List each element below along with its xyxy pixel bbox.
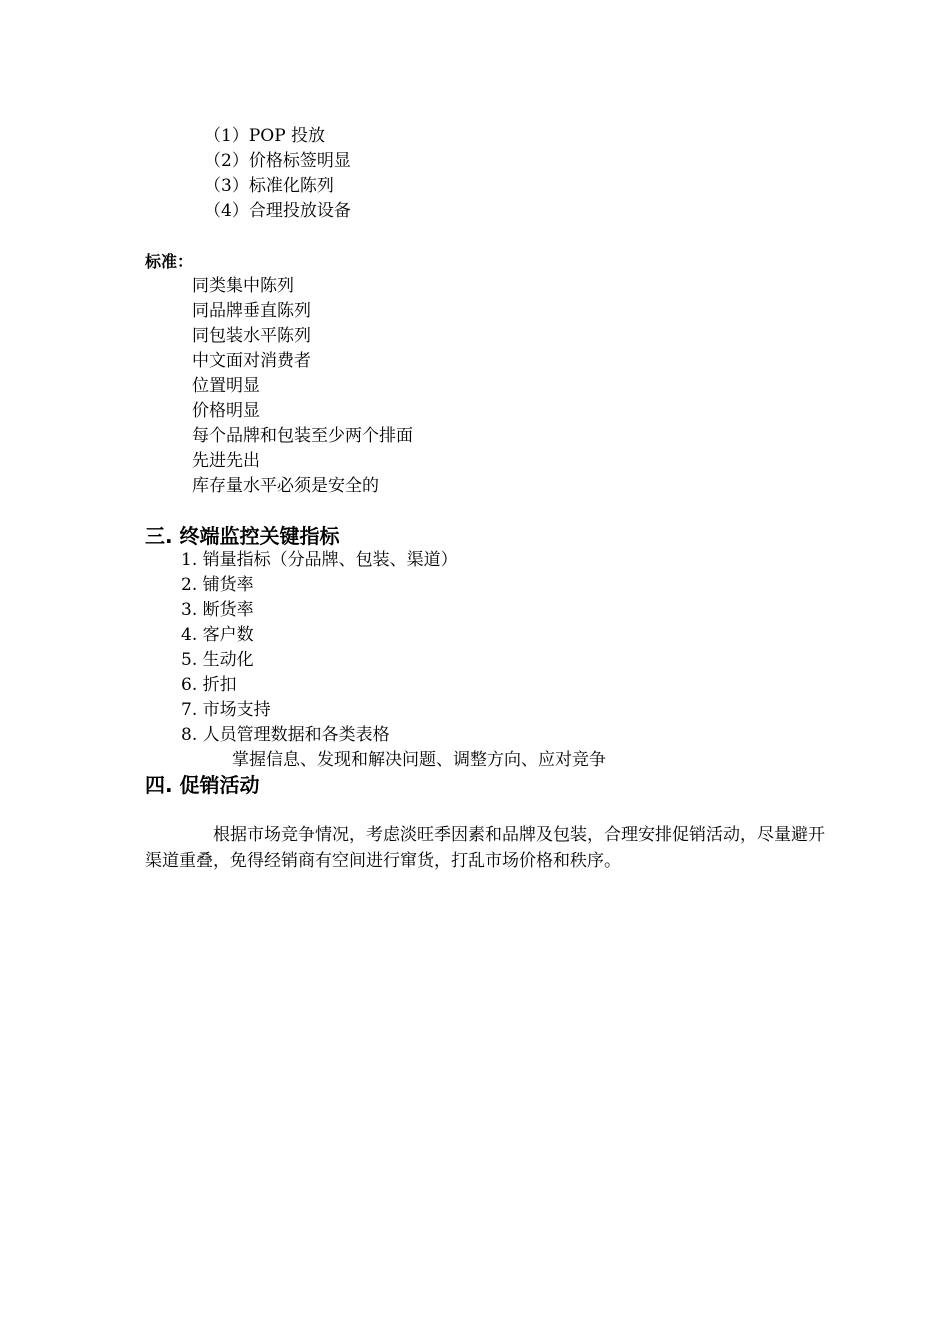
standards-item-4: 中文面对消费者 (192, 351, 311, 371)
section3-item-4: 4. 客户数 (181, 625, 254, 645)
section3-item-8: 8. 人员管理数据和各类表格 (181, 725, 390, 745)
standards-item-2: 同品牌垂直陈列 (192, 301, 311, 321)
top-list-item-2: （2）价格标签明显 (204, 151, 351, 171)
standards-item-5: 位置明显 (192, 376, 260, 396)
section3-item-2: 2. 铺货率 (181, 575, 254, 595)
section3-item-5: 5. 生动化 (181, 650, 254, 670)
standards-item-8: 先进先出 (192, 451, 260, 471)
standards-item-9: 库存量水平必须是安全的 (192, 476, 379, 496)
standards-item-6: 价格明显 (192, 401, 260, 421)
section4-paragraph: 根据市场竞争情况，考虑淡旺季因素和品牌及包装，合理安排促销活动，尽量避开渠道重叠，免得经销商有空间进行窜货，打乱市场价格和秩序。 (145, 825, 825, 871)
top-list-item-1: （1）POP 投放 (204, 126, 326, 146)
standards-label: 标准： (145, 252, 194, 271)
section3-item-6: 6. 折扣 (181, 675, 237, 695)
standards-item-3: 同包装水平陈列 (192, 326, 311, 346)
section3-item-7: 7. 市场支持 (181, 700, 271, 720)
section3-heading: 三. 终端监控关键指标 (145, 524, 340, 548)
section4-heading: 四. 促销活动 (145, 773, 260, 797)
standards-item-1: 同类集中陈列 (192, 276, 294, 296)
section3-note: 掌握信息、发现和解决问题、调整方向、应对竞争 (232, 750, 606, 770)
section3-item-3: 3. 断货率 (181, 600, 254, 620)
top-list-item-3: （3）标准化陈列 (204, 176, 334, 196)
section3-item-1: 1. 销量指标（分品牌、包装、渠道） (181, 550, 458, 570)
top-list-item-4: （4）合理投放设备 (204, 201, 351, 221)
standards-item-7: 每个品牌和包装至少两个排面 (192, 426, 413, 446)
